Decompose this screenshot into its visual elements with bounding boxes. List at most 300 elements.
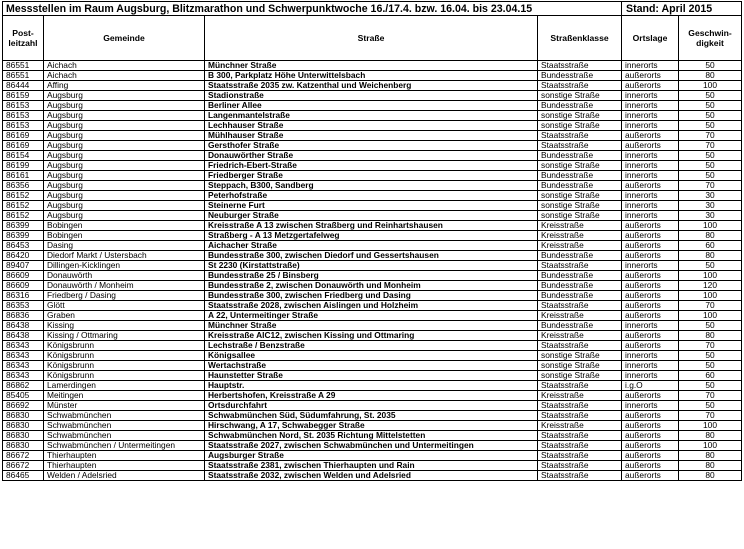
cell-strasse: Staatsstraße 2028, zwischen Aislingen und Holzheim — [205, 301, 538, 311]
cell-strasse: Ortsdurchfahrt — [205, 401, 538, 411]
cell-ortslage: innerorts — [622, 351, 679, 361]
cell-klasse: Staatsstraße — [538, 401, 622, 411]
cell-ortslage: außerorts — [622, 291, 679, 301]
cell-ortslage: außerorts — [622, 281, 679, 291]
cell-ortslage: außerorts — [622, 71, 679, 81]
table-row — [3, 371, 742, 381]
cell-gemeinde: Schwabmünchen / Untermeitingen — [44, 441, 205, 451]
cell-klasse: Staatsstraße — [538, 471, 622, 481]
cell-strasse: Münchner Straße — [205, 61, 538, 71]
cell-speed: 70 — [679, 141, 742, 151]
cell-speed: 100 — [679, 81, 742, 91]
cell-ortslage: innerorts — [622, 371, 679, 381]
cell-klasse: sonstige Straße — [538, 371, 622, 381]
table-row — [3, 401, 742, 411]
cell-strasse: Bundesstraße 300, zwischen Friedberg und Dasing — [205, 291, 538, 301]
cell-klasse: Bundesstraße — [538, 181, 622, 191]
table-row — [3, 101, 742, 111]
cell-klasse: Bundesstraße — [538, 151, 622, 161]
table-row — [3, 251, 742, 261]
cell-plz: 86343 — [3, 351, 44, 361]
cell-gemeinde: Königsbrunn — [44, 371, 205, 381]
cell-gemeinde: Kissing — [44, 321, 205, 331]
cell-plz: 86169 — [3, 141, 44, 151]
cell-strasse: Staatsstraße 2032, zwischen Welden und Adelsried — [205, 471, 538, 481]
table-row — [3, 241, 742, 251]
cell-speed: 70 — [679, 301, 742, 311]
table-row — [3, 261, 742, 271]
cell-klasse: Bundesstraße — [538, 71, 622, 81]
table-row — [3, 391, 742, 401]
cell-speed: 50 — [679, 381, 742, 391]
cell-klasse: Bundesstraße — [538, 321, 622, 331]
cell-ortslage: innerorts — [622, 61, 679, 71]
cell-ortslage: außerorts — [622, 391, 679, 401]
table-row — [3, 341, 742, 351]
cell-strasse: Staatsstraße 2027, zwischen Schwabmünchen und Untermeitingen — [205, 441, 538, 451]
cell-ortslage: außerorts — [622, 341, 679, 351]
cell-klasse: Kreisstraße — [538, 311, 622, 321]
cell-gemeinde: Kissing / Ottmaring — [44, 331, 205, 341]
cell-speed: 50 — [679, 361, 742, 371]
cell-ortslage: außerorts — [622, 241, 679, 251]
cell-plz: 86830 — [3, 441, 44, 451]
cell-speed: 50 — [679, 161, 742, 171]
cell-ortslage: i.g.O — [622, 381, 679, 391]
cell-klasse: sonstige Straße — [538, 161, 622, 171]
cell-plz: 86836 — [3, 311, 44, 321]
cell-gemeinde: Bobingen — [44, 231, 205, 241]
cell-klasse: Kreisstraße — [538, 241, 622, 251]
header-plz-label: Post- leitzahl — [8, 28, 38, 48]
cell-strasse: Lechstraße / Benzstraße — [205, 341, 538, 351]
cell-klasse: sonstige Straße — [538, 91, 622, 101]
cell-ortslage: innerorts — [622, 161, 679, 171]
table-row — [3, 421, 742, 431]
table-row — [3, 321, 742, 331]
cell-strasse: Peterhofstraße — [205, 191, 538, 201]
cell-plz: 86830 — [3, 431, 44, 441]
table-row — [3, 181, 742, 191]
cell-gemeinde: Schwabmünchen — [44, 421, 205, 431]
cell-klasse: Bundesstraße — [538, 291, 622, 301]
cell-speed: 30 — [679, 211, 742, 221]
cell-gemeinde: Augsburg — [44, 151, 205, 161]
cell-speed: 50 — [679, 321, 742, 331]
cell-ortslage: innerorts — [622, 151, 679, 161]
cell-ortslage: außerorts — [622, 421, 679, 431]
cell-ortslage: innerorts — [622, 191, 679, 201]
cell-ortslage: innerorts — [622, 211, 679, 221]
header-strasse: Straße — [205, 16, 538, 61]
cell-gemeinde: Königsbrunn — [44, 341, 205, 351]
cell-speed: 80 — [679, 231, 742, 241]
cell-strasse: Bundesstraße 300, zwischen Diedorf und Gessertshausen — [205, 251, 538, 261]
cell-plz: 86672 — [3, 461, 44, 471]
cell-speed: 50 — [679, 171, 742, 181]
table-row — [3, 191, 742, 201]
cell-ortslage: innerorts — [622, 91, 679, 101]
cell-plz: 86609 — [3, 271, 44, 281]
cell-klasse: Bundesstraße — [538, 281, 622, 291]
cell-klasse: Bundesstraße — [538, 101, 622, 111]
cell-strasse: Hirschwang, A 17, Schwabegger Straße — [205, 421, 538, 431]
header-klasse: Straßenklasse — [538, 16, 622, 61]
cell-ortslage: außerorts — [622, 251, 679, 261]
cell-speed: 50 — [679, 61, 742, 71]
cell-speed: 70 — [679, 131, 742, 141]
cell-plz: 86153 — [3, 121, 44, 131]
cell-gemeinde: Schwabmünchen — [44, 431, 205, 441]
cell-plz: 86199 — [3, 161, 44, 171]
cell-ortslage: außerorts — [622, 221, 679, 231]
cell-strasse: St 2230 (Kirstattstraße) — [205, 261, 538, 271]
cell-klasse: Staatsstraße — [538, 261, 622, 271]
cell-plz: 86609 — [3, 281, 44, 291]
cell-klasse: sonstige Straße — [538, 121, 622, 131]
cell-ortslage: außerorts — [622, 411, 679, 421]
cell-klasse: Kreisstraße — [538, 221, 622, 231]
cell-plz: 86551 — [3, 71, 44, 81]
cell-ortslage: außerorts — [622, 311, 679, 321]
cell-plz: 86343 — [3, 341, 44, 351]
cell-speed: 100 — [679, 271, 742, 281]
cell-strasse: Neuburger Straße — [205, 211, 538, 221]
cell-gemeinde: Bobingen — [44, 221, 205, 231]
cell-gemeinde: Thierhaupten — [44, 461, 205, 471]
cell-gemeinde: Königsbrunn — [44, 351, 205, 361]
cell-klasse: Kreisstraße — [538, 331, 622, 341]
cell-klasse: Staatsstraße — [538, 341, 622, 351]
cell-ortslage: innerorts — [622, 111, 679, 121]
cell-strasse: Augsburger Straße — [205, 451, 538, 461]
cell-speed: 100 — [679, 441, 742, 451]
cell-klasse: Bundesstraße — [538, 251, 622, 261]
cell-klasse: Staatsstraße — [538, 461, 622, 471]
cell-plz: 86152 — [3, 191, 44, 201]
cell-strasse: Staatsstraße 2035 zw. Katzenthal und Weichenberg — [205, 81, 538, 91]
cell-klasse: Staatsstraße — [538, 81, 622, 91]
cell-speed: 100 — [679, 311, 742, 321]
cell-plz: 86420 — [3, 251, 44, 261]
table-row — [3, 161, 742, 171]
cell-klasse: Staatsstraße — [538, 61, 622, 71]
cell-gemeinde: Münster — [44, 401, 205, 411]
cell-gemeinde: Augsburg — [44, 191, 205, 201]
cell-speed: 60 — [679, 241, 742, 251]
stand-date: Stand: April 2015 — [622, 2, 742, 16]
cell-klasse: Staatsstraße — [538, 131, 622, 141]
table-row — [3, 301, 742, 311]
cell-plz: 86551 — [3, 61, 44, 71]
cell-klasse: Staatsstraße — [538, 141, 622, 151]
cell-klasse: sonstige Straße — [538, 191, 622, 201]
cell-ortslage: außerorts — [622, 81, 679, 91]
cell-plz: 86453 — [3, 241, 44, 251]
cell-plz: 86343 — [3, 371, 44, 381]
cell-plz: 86465 — [3, 471, 44, 481]
cell-speed: 80 — [679, 471, 742, 481]
table-row — [3, 311, 742, 321]
cell-plz: 86343 — [3, 361, 44, 371]
cell-strasse: Berliner Allee — [205, 101, 538, 111]
header-speed — [679, 16, 742, 61]
cell-ortslage: außerorts — [622, 461, 679, 471]
cell-klasse: sonstige Straße — [538, 361, 622, 371]
table-row — [3, 211, 742, 221]
cell-gemeinde: Welden / Adelsried — [44, 471, 205, 481]
cell-speed: 80 — [679, 331, 742, 341]
cell-ortslage: innerorts — [622, 361, 679, 371]
document-title: Messstellen im Raum Augsburg, Blitzmarathon und Schwerpunktwoche 16./17.4. bzw. 16.04. bis 23.04.15 — [3, 2, 622, 16]
table-row — [3, 291, 742, 301]
table-row — [3, 171, 742, 181]
cell-speed: 100 — [679, 291, 742, 301]
cell-speed: 70 — [679, 341, 742, 351]
cell-gemeinde: Friedberg / Dasing — [44, 291, 205, 301]
table-row — [3, 441, 742, 451]
cell-speed: 80 — [679, 461, 742, 471]
cell-ortslage: außerorts — [622, 141, 679, 151]
cell-klasse: sonstige Straße — [538, 201, 622, 211]
cell-gemeinde: Augsburg — [44, 211, 205, 221]
cell-strasse: Steinerne Furt — [205, 201, 538, 211]
cell-klasse: Bundesstraße — [538, 271, 622, 281]
cell-klasse: sonstige Straße — [538, 111, 622, 121]
cell-strasse: Münchner Straße — [205, 321, 538, 331]
cell-ortslage: innerorts — [622, 171, 679, 181]
cell-gemeinde: Dillingen-Kicklingen — [44, 261, 205, 271]
table-row — [3, 461, 742, 471]
table-row — [3, 91, 742, 101]
cell-speed: 70 — [679, 181, 742, 191]
cell-plz: 86152 — [3, 211, 44, 221]
cell-speed: 30 — [679, 201, 742, 211]
cell-strasse: Friedberger Straße — [205, 171, 538, 181]
cell-strasse: Bundesstraße 2, zwischen Donauwörth und Monheim — [205, 281, 538, 291]
cell-klasse: Kreisstraße — [538, 391, 622, 401]
cell-speed: 70 — [679, 391, 742, 401]
cell-klasse: Staatsstraße — [538, 381, 622, 391]
cell-klasse: Kreisstraße — [538, 421, 622, 431]
cell-gemeinde: Augsburg — [44, 91, 205, 101]
cell-gemeinde: Augsburg — [44, 111, 205, 121]
cell-strasse: Schwabmünchen Nord, St. 2035 Richtung Mittelstetten — [205, 431, 538, 441]
cell-plz: 86356 — [3, 181, 44, 191]
cell-speed: 120 — [679, 281, 742, 291]
cell-plz: 86692 — [3, 401, 44, 411]
cell-strasse: Hauptstr. — [205, 381, 538, 391]
table-row — [3, 81, 742, 91]
cell-strasse: Herbertshofen, Kreisstraße A 29 — [205, 391, 538, 401]
cell-strasse: Aichacher Straße — [205, 241, 538, 251]
cell-strasse: Straßberg - A 13 Metzgertafelweg — [205, 231, 538, 241]
cell-ortslage: innerorts — [622, 101, 679, 111]
cell-gemeinde: Donauwörth / Monheim — [44, 281, 205, 291]
cell-strasse: Mühlhauser Straße — [205, 131, 538, 141]
cell-ortslage: außerorts — [622, 231, 679, 241]
cell-klasse: Staatsstraße — [538, 431, 622, 441]
cell-gemeinde: Augsburg — [44, 121, 205, 131]
cell-strasse: Langenmantelstraße — [205, 111, 538, 121]
cell-ortslage: außerorts — [622, 301, 679, 311]
cell-gemeinde: Thierhaupten — [44, 451, 205, 461]
cell-strasse: Schwabmünchen Süd, Südumfahrung, St. 2035 — [205, 411, 538, 421]
table-body — [3, 61, 742, 481]
cell-plz: 85405 — [3, 391, 44, 401]
table-row — [3, 131, 742, 141]
cell-plz: 86169 — [3, 131, 44, 141]
cell-plz: 86830 — [3, 411, 44, 421]
cell-plz: 86438 — [3, 331, 44, 341]
header-speed-label: Geschwin- digkeit — [688, 28, 732, 48]
table-row — [3, 411, 742, 421]
cell-ortslage: außerorts — [622, 441, 679, 451]
cell-speed: 100 — [679, 421, 742, 431]
header-ortslage: Ortslage — [622, 16, 679, 61]
cell-ortslage: innerorts — [622, 261, 679, 271]
cell-speed: 50 — [679, 261, 742, 271]
cell-plz: 86862 — [3, 381, 44, 391]
cell-gemeinde: Aichach — [44, 71, 205, 81]
cell-ortslage: außerorts — [622, 331, 679, 341]
cell-ortslage: außerorts — [622, 271, 679, 281]
table-row — [3, 471, 742, 481]
cell-gemeinde: Graben — [44, 311, 205, 321]
cell-ortslage: innerorts — [622, 201, 679, 211]
cell-klasse: sonstige Straße — [538, 211, 622, 221]
cell-gemeinde: Donauwörth — [44, 271, 205, 281]
cell-klasse: Staatsstraße — [538, 451, 622, 461]
cell-speed: 80 — [679, 431, 742, 441]
table-row — [3, 201, 742, 211]
table-row — [3, 271, 742, 281]
table-row — [3, 451, 742, 461]
table-row — [3, 431, 742, 441]
cell-strasse: Lechhauser Straße — [205, 121, 538, 131]
cell-plz: 86438 — [3, 321, 44, 331]
cell-klasse: Bundesstraße — [538, 171, 622, 181]
cell-plz: 86444 — [3, 81, 44, 91]
cell-speed: 80 — [679, 71, 742, 81]
cell-strasse: Friedrich-Ebert-Straße — [205, 161, 538, 171]
header-gemeinde: Gemeinde — [44, 16, 205, 61]
table-row — [3, 61, 742, 71]
header-plz — [3, 16, 44, 61]
cell-plz: 86399 — [3, 221, 44, 231]
cell-klasse: Staatsstraße — [538, 441, 622, 451]
cell-gemeinde: Glött — [44, 301, 205, 311]
cell-speed: 30 — [679, 191, 742, 201]
cell-strasse: Kreisstraße AIC12, zwischen Kissing und Ottmaring — [205, 331, 538, 341]
cell-gemeinde: Augsburg — [44, 171, 205, 181]
cell-strasse: Steppach, B300, Sandberg — [205, 181, 538, 191]
cell-speed: 50 — [679, 121, 742, 131]
cell-speed: 50 — [679, 151, 742, 161]
table-row — [3, 221, 742, 231]
cell-speed: 60 — [679, 371, 742, 381]
table-row — [3, 71, 742, 81]
cell-plz: 86152 — [3, 201, 44, 211]
cell-plz: 86830 — [3, 421, 44, 431]
cell-gemeinde: Augsburg — [44, 131, 205, 141]
cell-speed: 50 — [679, 91, 742, 101]
cell-strasse: Bundesstraße 25 / Binsberg — [205, 271, 538, 281]
cell-plz: 86153 — [3, 111, 44, 121]
cell-gemeinde: Augsburg — [44, 161, 205, 171]
cell-gemeinde: Dasing — [44, 241, 205, 251]
table-row — [3, 381, 742, 391]
cell-gemeinde: Königsbrunn — [44, 361, 205, 371]
cell-klasse: Staatsstraße — [538, 411, 622, 421]
cell-plz: 86161 — [3, 171, 44, 181]
cell-plz: 86399 — [3, 231, 44, 241]
header-row — [3, 16, 742, 61]
cell-speed: 80 — [679, 251, 742, 261]
cell-klasse: Staatsstraße — [538, 301, 622, 311]
table-row — [3, 111, 742, 121]
cell-strasse: Gersthofer Straße — [205, 141, 538, 151]
cell-plz: 86154 — [3, 151, 44, 161]
cell-strasse: Donauwörther Straße — [205, 151, 538, 161]
title-row — [3, 2, 742, 16]
cell-speed: 50 — [679, 351, 742, 361]
cell-plz: 86159 — [3, 91, 44, 101]
table-row — [3, 331, 742, 341]
cell-plz: 86672 — [3, 451, 44, 461]
cell-plz: 86353 — [3, 301, 44, 311]
table-row — [3, 361, 742, 371]
cell-plz: 86153 — [3, 101, 44, 111]
cell-ortslage: außerorts — [622, 181, 679, 191]
cell-speed: 80 — [679, 451, 742, 461]
cell-gemeinde: Augsburg — [44, 101, 205, 111]
cell-gemeinde: Augsburg — [44, 201, 205, 211]
cell-plz: 89407 — [3, 261, 44, 271]
cell-ortslage: außerorts — [622, 431, 679, 441]
cell-gemeinde: Meitingen — [44, 391, 205, 401]
cell-strasse: Wertachstraße — [205, 361, 538, 371]
cell-ortslage: innerorts — [622, 121, 679, 131]
cell-speed: 70 — [679, 411, 742, 421]
table-row — [3, 231, 742, 241]
cell-gemeinde: Augsburg — [44, 181, 205, 191]
cell-ortslage: innerorts — [622, 321, 679, 331]
cell-gemeinde: Augsburg — [44, 141, 205, 151]
cell-strasse: A 22, Untermeitinger Straße — [205, 311, 538, 321]
cell-speed: 100 — [679, 221, 742, 231]
cell-speed: 50 — [679, 111, 742, 121]
cell-strasse: Staatsstraße 2381, zwischen Thierhaupten und Rain — [205, 461, 538, 471]
table-row — [3, 141, 742, 151]
cell-gemeinde: Lamerdingen — [44, 381, 205, 391]
cell-gemeinde: Affing — [44, 81, 205, 91]
cell-ortslage: außerorts — [622, 451, 679, 461]
cell-ortslage: innerorts — [622, 401, 679, 411]
cell-ortslage: außerorts — [622, 131, 679, 141]
cell-speed: 50 — [679, 401, 742, 411]
cell-strasse: Königsallee — [205, 351, 538, 361]
table-row — [3, 151, 742, 161]
cell-klasse: Kreisstraße — [538, 231, 622, 241]
cell-plz: 86316 — [3, 291, 44, 301]
cell-gemeinde: Schwabmünchen — [44, 411, 205, 421]
cell-gemeinde: Aichach — [44, 61, 205, 71]
cell-strasse: B 300, Parkplatz Höhe Unterwittelsbach — [205, 71, 538, 81]
cell-ortslage: außerorts — [622, 471, 679, 481]
cell-klasse: sonstige Straße — [538, 351, 622, 361]
cell-gemeinde: Diedorf Markt / Ustersbach — [44, 251, 205, 261]
